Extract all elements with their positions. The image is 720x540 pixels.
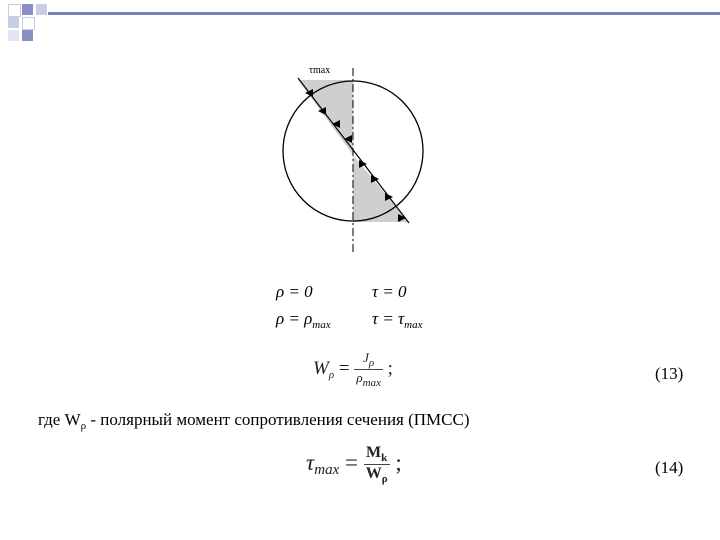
formula-13-lhs-sub: ρ <box>328 368 335 381</box>
condition-tau-max-sub: max <box>404 319 423 331</box>
formula-14-equals: = <box>344 449 358 475</box>
definition-prefix: где W <box>38 410 81 429</box>
formula-14-semicolon: ; <box>395 449 402 475</box>
condition-rho-max-sub: max <box>312 319 331 331</box>
formula-13 <box>313 350 393 389</box>
equation-number-13: (13) <box>655 364 684 383</box>
stress-area-top <box>298 80 353 155</box>
condition-tau-max <box>372 309 422 331</box>
equation-number-14: (14) <box>655 458 684 477</box>
definition-line <box>38 410 470 432</box>
definition-prefix-sub: ρ <box>80 420 87 432</box>
formula-13-equals: = <box>338 357 350 379</box>
formula-13-denominator: $\rho_{max}$ <box>356 370 381 389</box>
formula-14-lhs-sub: max <box>314 461 340 478</box>
formula-13-numerator: $J_\rho$ <box>363 350 375 369</box>
condition-rho-zero: ρ = 0 <box>276 282 313 301</box>
tau-max-label: τmax <box>309 65 331 76</box>
formula-13-lhs: W <box>313 357 329 379</box>
formula-14 <box>306 444 402 485</box>
formula-14-lhs: τ <box>306 449 315 475</box>
formula-14-fraction <box>364 444 390 485</box>
definition-text: - полярный момент сопротивления сечения (ПМСС) <box>86 410 470 429</box>
formula-13-semicolon: ; <box>387 357 393 379</box>
condition-tau-zero: τ = 0 <box>372 282 407 301</box>
condition-rho-max <box>276 309 331 331</box>
condition-tau-max-main: τ = τ <box>372 309 405 328</box>
formula-14-denominator: $W_\rho$ <box>365 465 388 485</box>
formula-14-numerator: $M_k$ <box>366 444 388 464</box>
condition-rho-max-main: ρ = ρ <box>276 309 313 328</box>
formula-13-fraction <box>354 350 383 389</box>
